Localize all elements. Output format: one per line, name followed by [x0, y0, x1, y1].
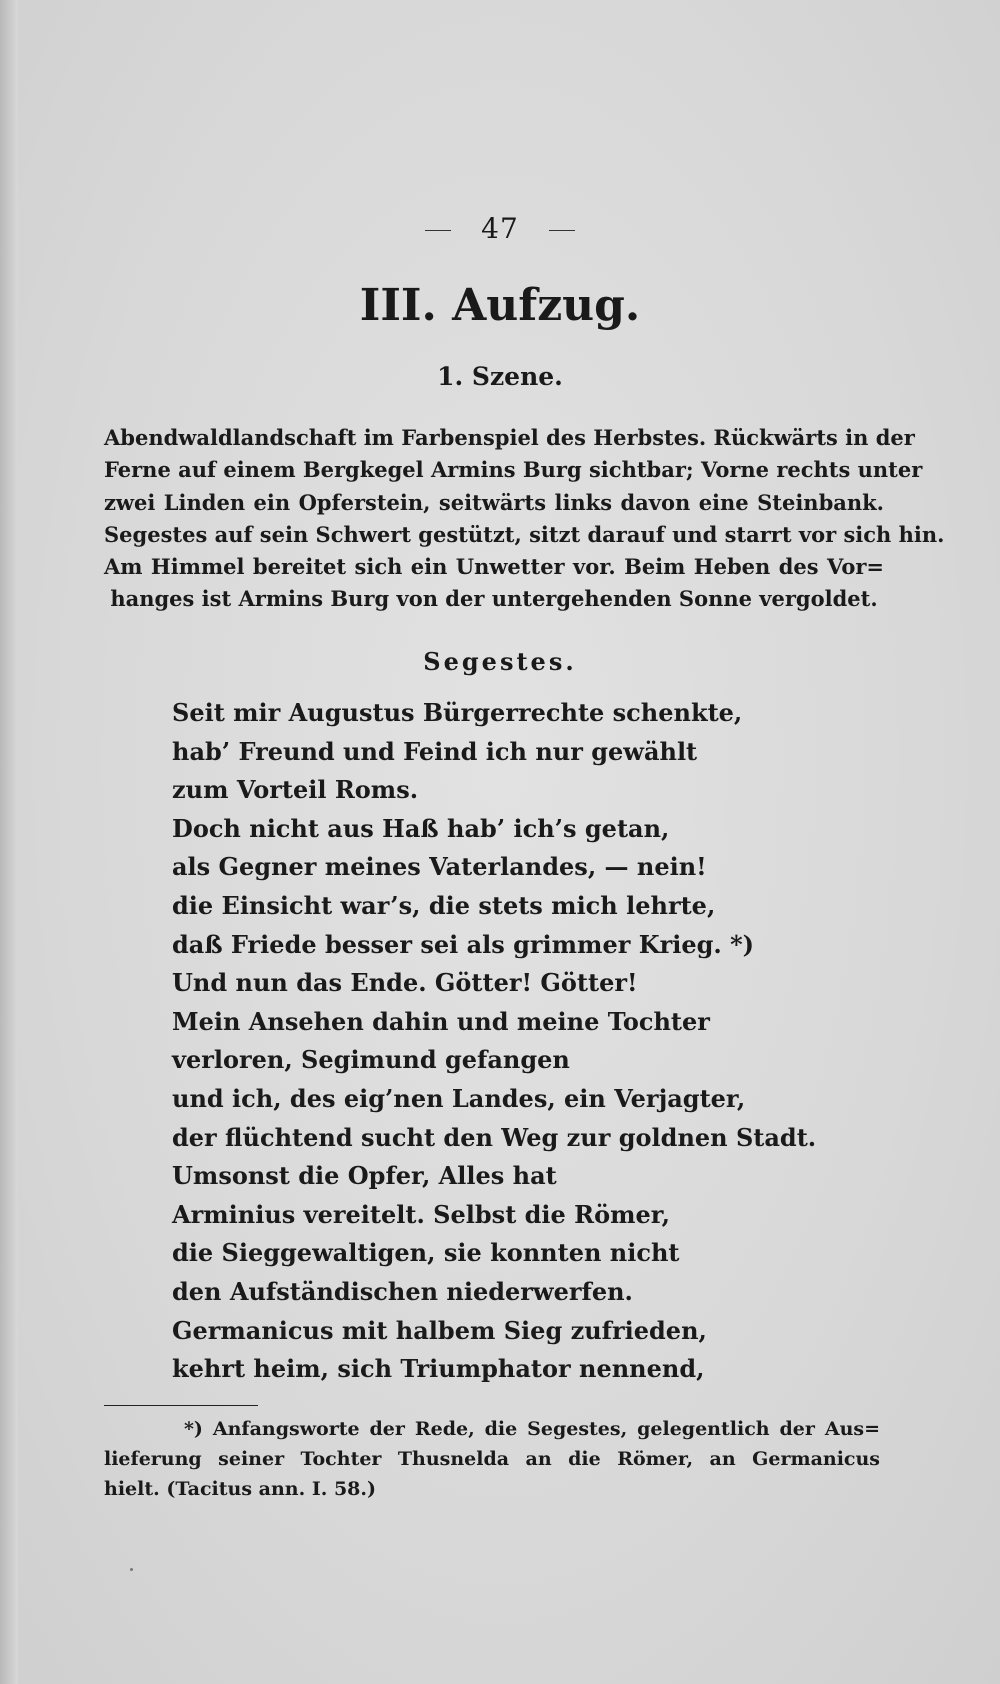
- verse-line: verloren, Segimund gefangen: [172, 1045, 570, 1075]
- footnote: [104, 1414, 880, 1504]
- speaker-name: Segestes.: [423, 647, 577, 676]
- footnote-line: lieferung seiner Tochter Thusnelda an die Römer, an Germanicus: [104, 1448, 880, 1470]
- verse-block: [172, 694, 832, 1389]
- act-title: III. Aufzug.: [359, 280, 641, 331]
- stage-direction-line: zwei Linden ein Opferstein, seitwärts links davon eine Steinbank.: [104, 489, 884, 515]
- page-number-text: 47: [481, 212, 519, 245]
- verse-line: Seit mir Augustus Bürgerrechte schenkte,: [172, 698, 743, 727]
- stage-direction-line: Am Himmel bereitet sich ein Unwetter vor. Beim Heben des Vor=: [104, 554, 884, 580]
- scene-title: 1. Szene.: [437, 362, 563, 391]
- page-edge-shadow: [0, 0, 18, 1684]
- verse-line: Germanicus mit halbem Sieg zufrieden,: [172, 1315, 707, 1345]
- footnote-line: hielt. (Tacitus ann. I. 58.): [104, 1478, 376, 1500]
- verse-line: hab’ Freund und Feind ich nur gewählt: [172, 736, 698, 766]
- verse-line: Und nun das Ende. Götter! Götter!: [172, 968, 638, 998]
- stage-direction-line: hanges ist Armins Burg von der untergehenden Sonne vergoldet.: [110, 586, 878, 612]
- verse-line: Arminius vereitelt. Selbst die Römer,: [172, 1199, 671, 1229]
- page-number: [0, 212, 1000, 245]
- verse-line: kehrt heim, sich Triumphator nennend,: [172, 1354, 705, 1384]
- verse-line: zum Vorteil Roms.: [172, 775, 419, 805]
- footnote-line: *) Anfangsworte der Rede, die Segestes, gelegentlich der Aus=: [184, 1418, 880, 1440]
- verse-line: Doch nicht aus Haß hab’ ich’s getan,: [172, 813, 670, 843]
- verse-line: und ich, des eig’nen Landes, ein Verjagter,: [172, 1083, 746, 1113]
- paper-speck: [130, 1568, 133, 1571]
- stage-direction-line: Abendwaldlandschaft im Farbenspiel des Herbstes. Rückwärts in der: [104, 425, 915, 450]
- verse-line: als Gegner meines Vaterlandes, — nein!: [172, 852, 707, 882]
- verse-line: Mein Ansehen dahin und meine Tochter: [172, 1006, 710, 1036]
- verse-line: Umsonst die Opfer, Alles hat: [172, 1161, 557, 1191]
- stage-direction: [104, 422, 945, 616]
- stage-direction-line: Segestes auf sein Schwert gestützt, sitzt darauf und starrt vor sich hin.: [104, 521, 945, 547]
- footnote-rule: [104, 1405, 258, 1406]
- verse-line: daß Friede besser sei als grimmer Krieg. *): [172, 929, 754, 959]
- verse-line: der flüchtend sucht den Weg zur goldnen Stadt.: [172, 1122, 817, 1152]
- page-number-dash-right: [549, 230, 575, 231]
- page-number-dash-left: [425, 230, 451, 231]
- verse-line: die Einsicht war’s, die stets mich lehrte,: [172, 890, 716, 920]
- verse-line: den Aufständischen niederwerfen.: [172, 1276, 633, 1306]
- verse-line: die Sieggewaltigen, sie konnten nicht: [172, 1238, 680, 1268]
- stage-direction-line: Ferne auf einem Bergkegel Armins Burg sichtbar; Vorne rechts unter: [104, 457, 923, 483]
